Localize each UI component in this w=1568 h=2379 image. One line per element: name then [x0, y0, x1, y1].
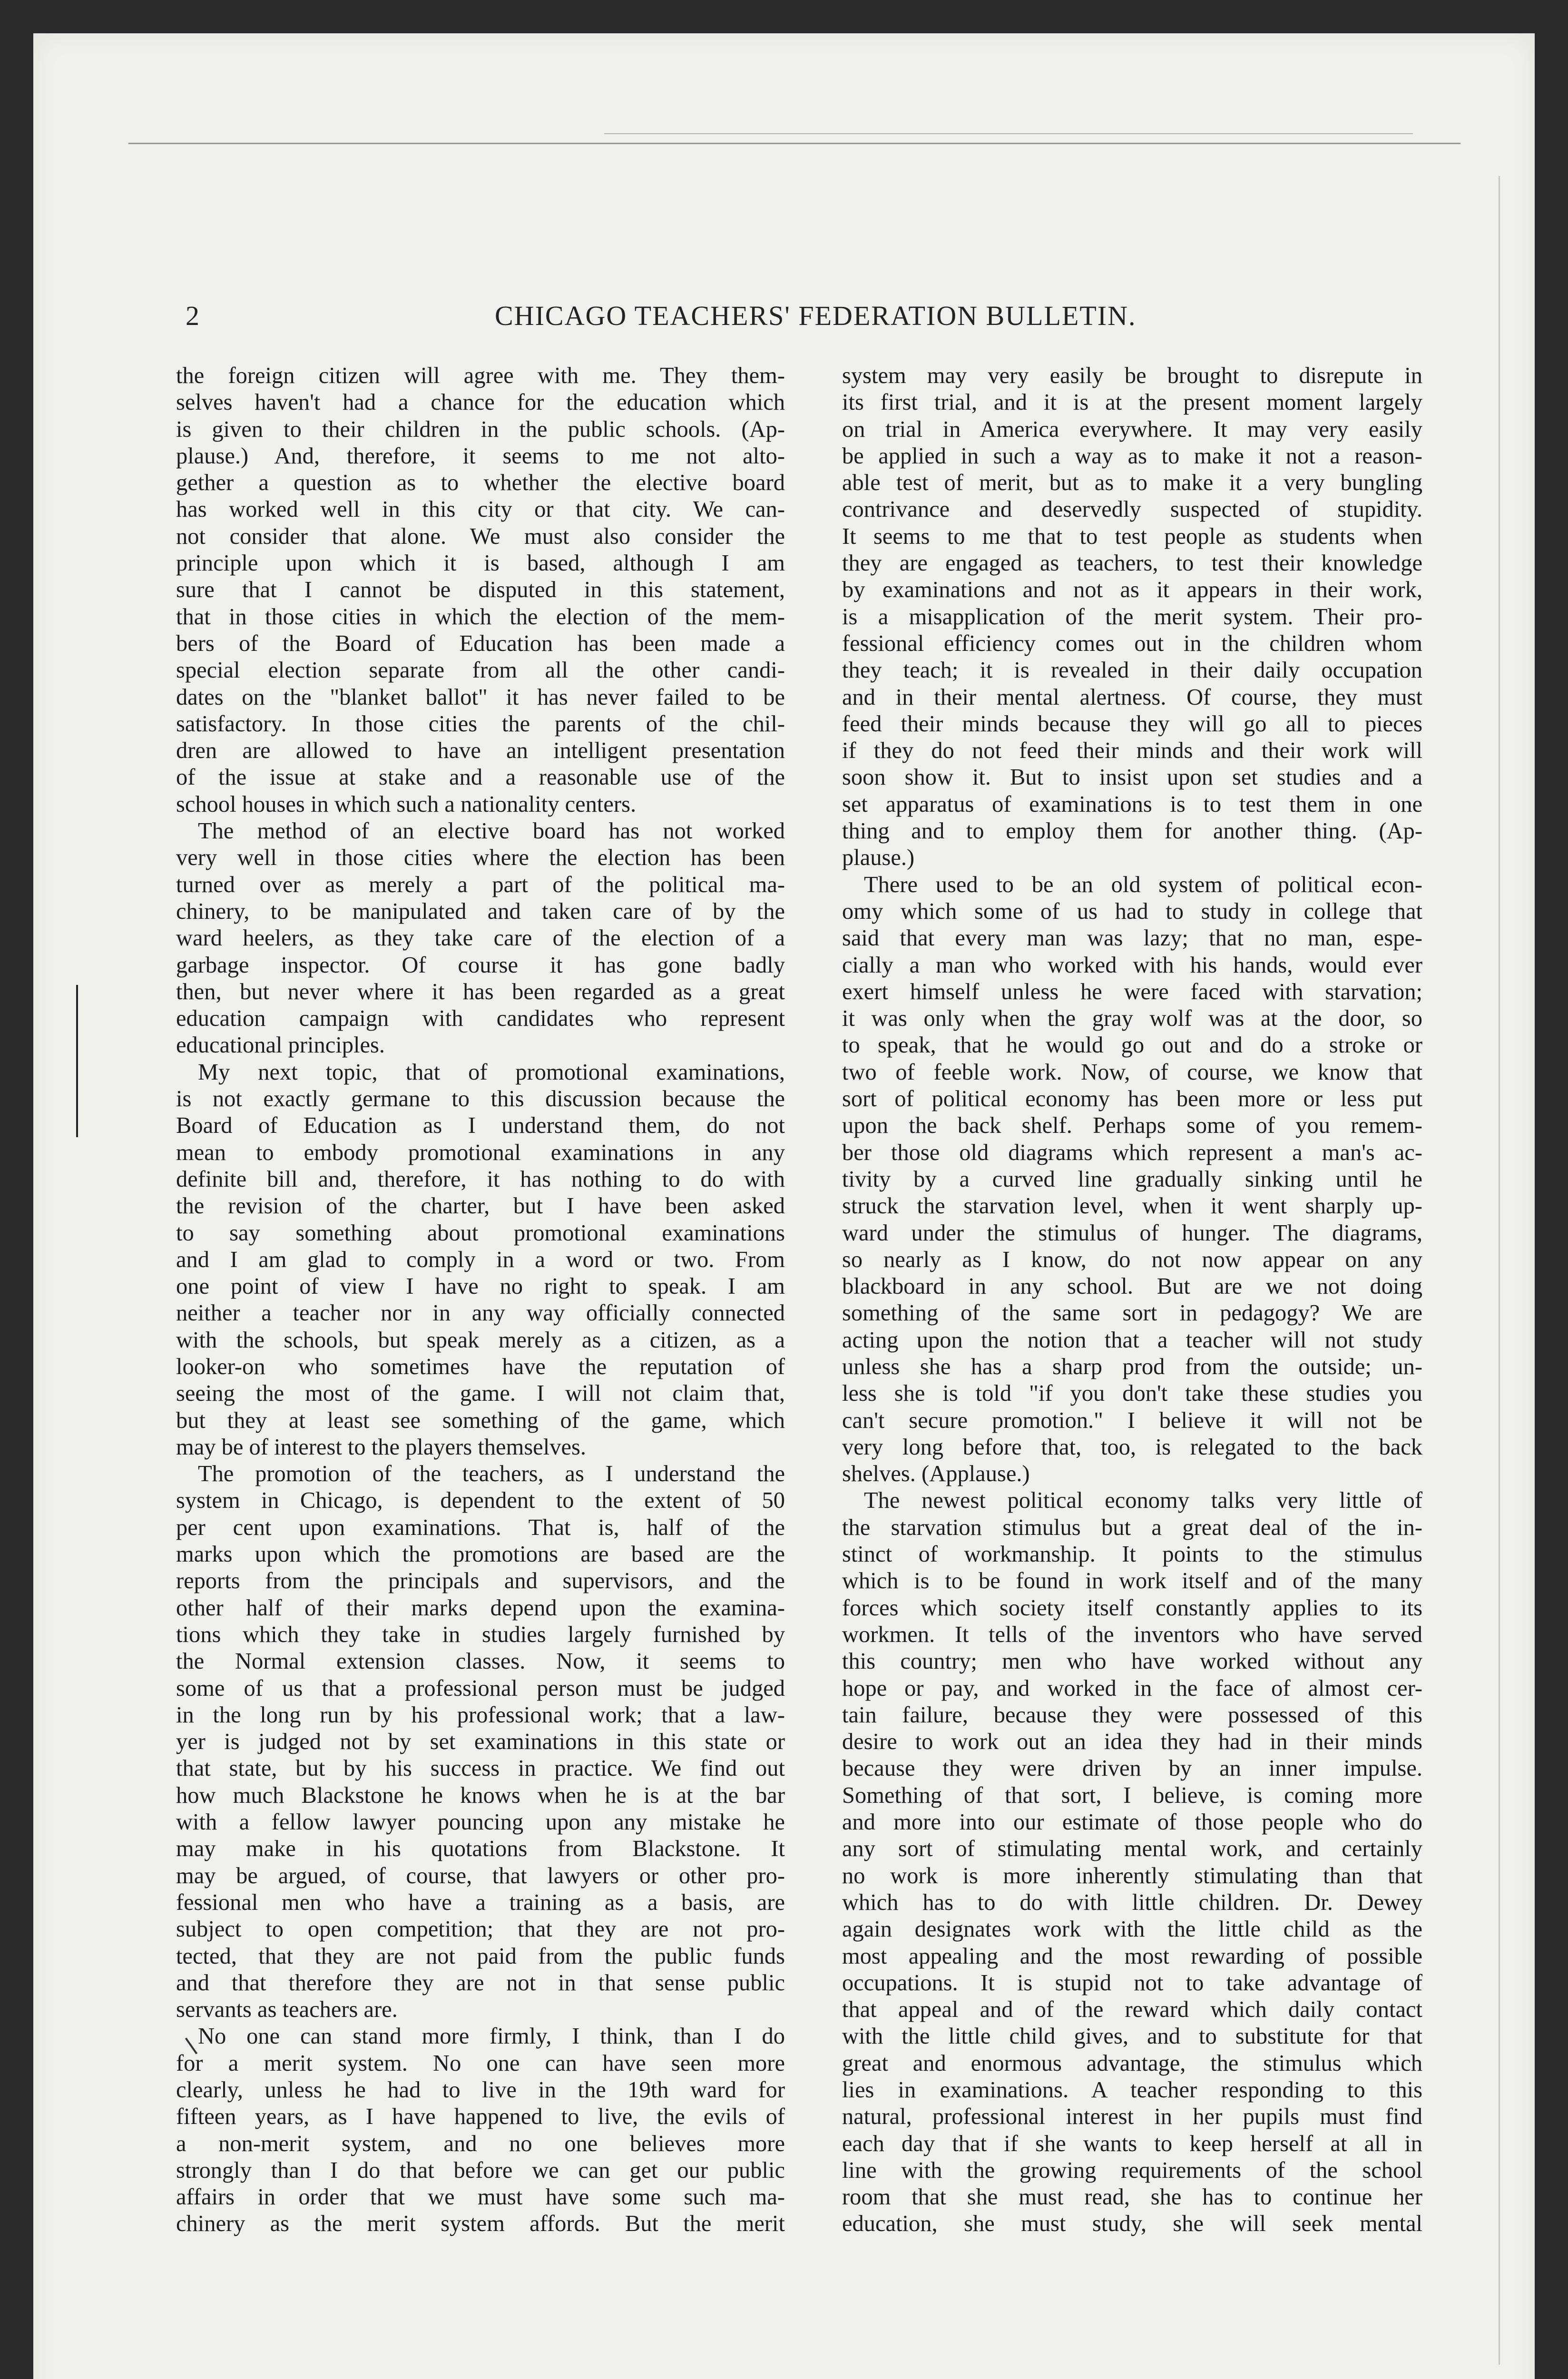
text-line: system may very easily be brought to disrepute in [842, 363, 1422, 388]
text-line: turned over as merely a part of the political ma- [176, 872, 785, 897]
text-line: selves haven't had a chance for the education which [176, 390, 785, 415]
text-line: natural, professional interest in her pupils must find [842, 2104, 1422, 2130]
margin-pencil-mark [76, 985, 78, 1137]
text-line: something of the same sort in pedagogy? We are [842, 1300, 1422, 1326]
right-text-column [842, 363, 1422, 2238]
text-line: affairs in order that we must have some such ma- [176, 2184, 785, 2210]
running-header [186, 300, 1394, 343]
text-line: yer is judged not by set examinations in this state or [176, 1729, 785, 1755]
text-line: principle upon which it is based, although I am [176, 551, 785, 576]
text-line: ber those old diagrams which represent a man's ac- [842, 1140, 1422, 1165]
text-line: Board of Education as I understand them, do not [176, 1113, 785, 1139]
text-line: garbage inspector. Of course it has gone badly [176, 952, 785, 978]
text-line: less she is told "if you don't take these studies you [842, 1381, 1422, 1406]
text-line: soon show it. But to insist upon set studies and a [842, 765, 1422, 790]
text-line: tected, that they are not paid from the public funds [176, 1943, 785, 1969]
text-line: but they at least see something of the game, which [176, 1407, 785, 1433]
bulletin-page [33, 33, 1535, 2379]
text-line: hope or pay, and worked in the face of almost cer- [842, 1675, 1422, 1701]
text-line: neither a teacher nor in any way officially connected [176, 1300, 785, 1326]
text-line: set apparatus of examinations is to test them in one [842, 791, 1422, 817]
text-line: they teach; it is revealed in their daily occupation [842, 658, 1422, 683]
text-line: may make in his quotations from Blackstone. It [176, 1836, 785, 1862]
text-line: sure that I cannot be disputed in this statement, [176, 577, 785, 603]
text-line: again designates work with the little child as the [842, 1917, 1422, 1942]
text-line: exert himself unless he were faced with starvation; [842, 979, 1422, 1004]
text-line: so nearly as I know, do not now appear on any [842, 1247, 1422, 1272]
text-line: seeing the most of the game. I will not claim that, [176, 1381, 785, 1406]
text-line: cially a man who worked with his hands, would ever [842, 952, 1422, 978]
text-line: said that every man was lazy; that no man, espe- [842, 925, 1422, 951]
text-line: ward under the stimulus of hunger. The diagrams, [842, 1220, 1422, 1246]
text-line: bers of the Board of Education has been made a [176, 630, 785, 656]
text-line: very well in those cities where the election has been [176, 845, 785, 871]
text-line: occupations. It is stupid not to take advantage of [842, 1970, 1422, 1996]
text-line: may be of interest to the players themselves. [176, 1434, 586, 1460]
text-line: No one can stand more firmly, I think, than I do [198, 2024, 785, 2049]
running-title: CHICAGO TEACHERS' FEDERATION BULLETIN. [495, 300, 1137, 331]
text-line: clearly, unless he had to live in the 19th ward for [176, 2077, 785, 2103]
text-line: room that she must read, she has to continue her [842, 2184, 1422, 2210]
text-line: educational principles. [176, 1032, 385, 1058]
text-line: fifteen years, as I have happened to live, the evils of [176, 2104, 785, 2130]
text-line: is not exactly germane to this discussion because the [176, 1086, 785, 1112]
text-line: satisfactory. In those cities the parents of the chil- [176, 711, 785, 737]
text-line: upon the back shelf. Perhaps some of you remem- [842, 1113, 1422, 1139]
text-line: feed their minds because they will go all to pieces [842, 711, 1422, 737]
text-line: desire to work out an idea they had in their minds [842, 1729, 1422, 1755]
text-line: to speak, that he would go out and do a stroke or [842, 1032, 1422, 1058]
text-line: that in those cities in which the election of the mem- [176, 604, 785, 629]
text-line: chinery as the merit system affords. But the merit [176, 2211, 785, 2237]
text-line: workmen. It tells of the inventors who have served [842, 1622, 1422, 1647]
text-line: blackboard in any school. But are we not doing [842, 1274, 1422, 1299]
text-line: stinct of workmanship. It points to the stimulus [842, 1542, 1422, 1567]
text-line: and that therefore they are not in that sense public [176, 1970, 785, 1996]
text-line: shelves. (Applause.) [842, 1461, 1030, 1487]
text-line: and I am glad to comply in a word or two. From [176, 1247, 785, 1272]
text-line: ward heelers, as they take care of the election of a [176, 925, 785, 951]
text-line: which has to do with little children. Dr. Dewey [842, 1889, 1422, 1915]
text-line: if they do not feed their minds and their work will [842, 738, 1422, 764]
text-line: tions which they take in studies largely furnished by [176, 1622, 785, 1647]
text-line: is given to their children in the public schools. (Ap- [176, 416, 785, 442]
text-line: per cent upon examinations. That is, half of the [176, 1514, 785, 1540]
text-line: contrivance and deservedly suspected of stupidity. [842, 497, 1422, 522]
text-line: school houses in which such a nationality centers. [176, 791, 637, 817]
text-line: the foreign citizen will agree with me. They them- [176, 363, 785, 388]
text-line: strongly than I do that before we can get our public [176, 2157, 785, 2183]
text-line: how much Blackstone he knows when he is at the bar [176, 1782, 785, 1808]
text-line: they are engaged as teachers, to test their knowledge [842, 551, 1422, 576]
text-line: system in Chicago, is dependent to the extent of 50 [176, 1488, 785, 1514]
text-line: marks upon which the promotions are based are the [176, 1542, 785, 1567]
text-line: special election separate from all the other candi- [176, 658, 785, 683]
text-line: tivity by a curved line gradually sinking until he [842, 1166, 1422, 1192]
text-line: subject to open competition; that they are not pro- [176, 1917, 785, 1942]
text-line: be applied in such a way as to make it not a reason- [842, 443, 1422, 469]
text-line: it was only when the gray wolf was at the door, so [842, 1006, 1422, 1032]
text-line: its first trial, and it is at the present moment largely [842, 390, 1422, 415]
text-line: can't secure promotion." I believe it will not be [842, 1407, 1422, 1433]
text-line: then, but never where it has been regarded as a great [176, 979, 785, 1004]
text-line: very long before that, too, is relegated to the back [842, 1434, 1422, 1460]
text-line: because they were driven by an inner impulse. [842, 1756, 1422, 1781]
text-line: with the schools, but speak merely as a citizen, as a [176, 1327, 785, 1353]
text-line: some of us that a professional person must be judged [176, 1675, 785, 1701]
text-line: The promotion of the teachers, as I understand the [198, 1461, 785, 1487]
text-line: thing and to employ them for another thing. (Ap- [842, 818, 1422, 844]
text-line: this country; men who have worked without any [842, 1649, 1422, 1674]
text-line: line with the growing requirements of the school [842, 2157, 1422, 2183]
text-line: with the little child gives, and to substitute for that [842, 2024, 1422, 2049]
text-line: There used to be an old system of political econ- [864, 872, 1422, 897]
text-line: which is to be found in work itself and of the many [842, 1568, 1422, 1594]
text-line: of the issue at stake and a reasonable use of the [176, 765, 785, 790]
text-line: gether a question as to whether the elective board [176, 470, 785, 496]
text-line: The newest political economy talks very little of [864, 1488, 1422, 1514]
text-line: other half of their marks depend upon the examina- [176, 1595, 785, 1621]
text-line: definite bill and, therefore, it has nothing to do with [176, 1166, 785, 1192]
text-line: My next topic, that of promotional examinations, [198, 1059, 785, 1085]
text-line: acting upon the notion that a teacher will not study [842, 1327, 1422, 1353]
text-line: tain failure, because they were possessed of this [842, 1702, 1422, 1728]
text-line: The method of an elective board has not worked [198, 818, 785, 844]
text-line: mean to embody promotional examinations in any [176, 1140, 785, 1165]
text-line: is a misapplication of the merit system. Their pro- [842, 604, 1422, 629]
text-line: has worked well in this city or that city. We can- [176, 497, 785, 522]
text-line: that state, but by his success in practice. We find out [176, 1756, 785, 1781]
text-line: looker-on who sometimes have the reputation of [176, 1354, 785, 1379]
text-line: that appeal and of the reward which daily contact [842, 1997, 1422, 2023]
text-line: omy which some of us had to study in college that [842, 898, 1422, 924]
page-number: 2 [186, 300, 200, 331]
text-line: education, she must study, she will seek mental [842, 2211, 1422, 2237]
text-line: servants as teachers are. [176, 1997, 398, 2023]
page-edge-shadow [1499, 176, 1500, 2365]
text-line: the revision of the charter, but I have been asked [176, 1193, 785, 1219]
text-line: great and enormous advantage, the stimulus which [842, 2050, 1422, 2076]
scan-artifact-line [604, 133, 1413, 134]
text-line: Something of that sort, I believe, is coming more [842, 1782, 1422, 1808]
text-line: dates on the "blanket ballot" it has never failed to be [176, 684, 785, 710]
text-line: lies in examinations. A teacher responding to this [842, 2077, 1422, 2103]
text-line: plause.) And, therefore, it seems to me not alto- [176, 443, 785, 469]
text-line: and more into our estimate of those people who do [842, 1809, 1422, 1835]
text-line: sort of political economy has been more or less put [842, 1086, 1422, 1112]
text-line: the starvation stimulus but a great deal of the in- [842, 1514, 1422, 1540]
text-line: education campaign with candidates who represent [176, 1006, 785, 1032]
text-line: forces which society itself constantly applies to its [842, 1595, 1422, 1621]
text-line: dren are allowed to have an intelligent presentation [176, 738, 785, 764]
text-line: reports from the principals and supervisors, and the [176, 1568, 785, 1594]
text-line: each day that if she wants to keep herself at all in [842, 2131, 1422, 2156]
text-line: most appealing and the most rewarding of possible [842, 1943, 1422, 1969]
text-line: chinery, to be manipulated and taken care of by the [176, 898, 785, 924]
text-line: may be argued, of course, that lawyers or other pro- [176, 1863, 785, 1888]
text-line: fessional efficiency comes out in the children whom [842, 630, 1422, 656]
text-line: able test of merit, but as to make it a very bungling [842, 470, 1422, 496]
text-line: unless she has a sharp prod from the outside; un- [842, 1354, 1422, 1379]
left-text-column [176, 363, 785, 2238]
text-line: the Normal extension classes. Now, it seems to [176, 1649, 785, 1674]
text-line: fessional men who have a training as a basis, are [176, 1889, 785, 1915]
text-line: by examinations and not as it appears in their work, [842, 577, 1422, 603]
text-line: not consider that alone. We must also consider the [176, 523, 785, 549]
text-line: struck the starvation level, when it went sharply up- [842, 1193, 1422, 1219]
text-line: with a fellow lawyer pouncing upon any mistake he [176, 1809, 785, 1835]
text-line: two of feeble work. Now, of course, we know that [842, 1059, 1422, 1085]
text-line: plause.) [842, 845, 915, 871]
text-line: any sort of stimulating mental work, and certainly [842, 1836, 1422, 1862]
scan-artifact-line [128, 143, 1460, 144]
text-line: to say something about promotional examinations [176, 1220, 785, 1246]
text-line: on trial in America everywhere. It may very easily [842, 416, 1422, 442]
text-line: one point of view I have no right to speak. I am [176, 1274, 785, 1299]
text-line: no work is more inherently stimulating than that [842, 1863, 1422, 1888]
text-line: for a merit system. No one can have seen more [176, 2050, 785, 2076]
text-line: It seems to me that to test people as students when [842, 523, 1422, 549]
text-line: in the long run by his professional work; that a law- [176, 1702, 785, 1728]
text-line: and in their mental alertness. Of course, they must [842, 684, 1422, 710]
text-line: a non-merit system, and no one believes more [176, 2131, 785, 2156]
